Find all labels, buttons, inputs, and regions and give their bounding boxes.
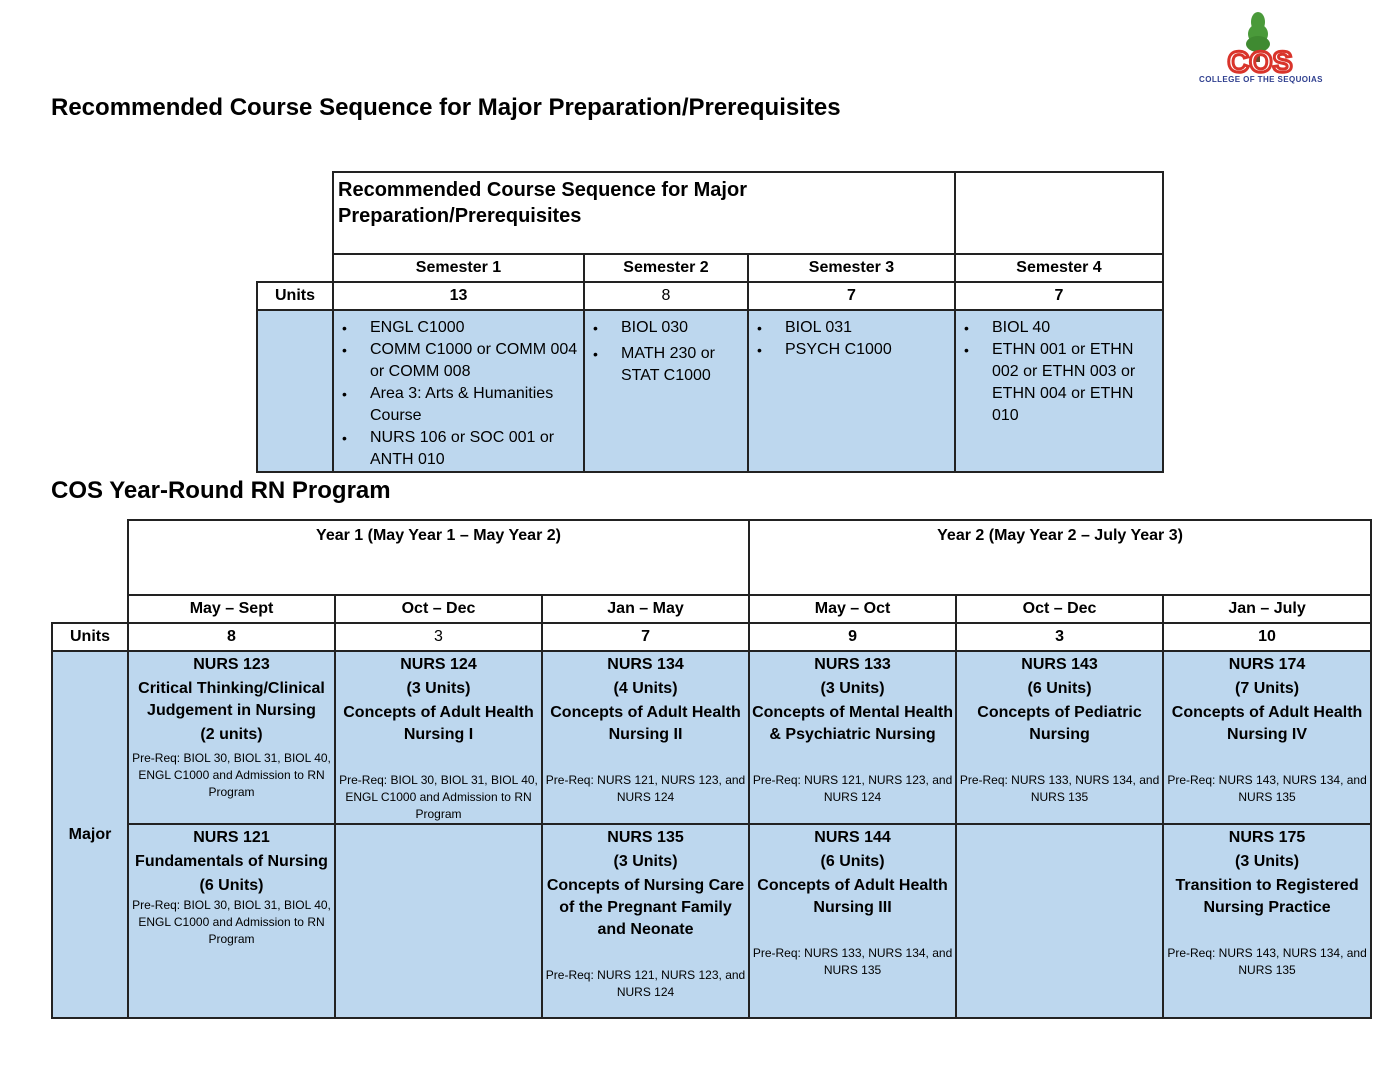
- prep-table-header: Recommended Course Sequence for Major Preparation/Prerequisites: [333, 172, 955, 254]
- term-header: May – Oct: [749, 595, 956, 623]
- course-cell: [128, 824, 335, 1018]
- course-code: NURS 124: [400, 656, 477, 673]
- course-units: (4 Units): [613, 680, 678, 697]
- course-code: NURS 123: [193, 656, 270, 673]
- course-prereq: Pre-Req: NURS 143, NURS 134, and NURS 135: [1167, 946, 1367, 977]
- course-item: • COMM C1000 or COMM 004 or COMM 008: [370, 339, 583, 383]
- term-header: Oct – Dec: [335, 595, 542, 623]
- course-units: (6 Units): [199, 877, 264, 894]
- course-code: NURS 175: [1228, 829, 1306, 846]
- semester-header: Semester 3: [748, 254, 955, 282]
- major-row-label: Major: [52, 651, 128, 1018]
- semester-header: Semester 1: [333, 254, 584, 282]
- course-item: • ETHN 001 or ETHN 002 or ETHN 003 or ETHN 004 or ETHN 010: [992, 339, 1162, 427]
- program-table: [51, 519, 1372, 1019]
- course-units: (2 units): [200, 726, 263, 743]
- course-units: (6 Units): [820, 853, 885, 870]
- units-value: 3: [335, 623, 542, 651]
- term-header: May – Sept: [128, 595, 335, 623]
- logo-college-name: COLLEGE OF THE SEQUOIAS: [1199, 75, 1323, 84]
- course-item: • MATH 230 or STAT C1000: [621, 343, 747, 387]
- cos-logo: [1186, 10, 1336, 90]
- course-item: • ENGL C1000: [370, 317, 583, 339]
- course-prereq: Pre-Req: NURS 133, NURS 134, and NURS 135: [959, 773, 1160, 804]
- page-title: Recommended Course Sequence for Major Preparation/Prerequisites: [51, 94, 841, 121]
- course-units: (3 Units): [1235, 853, 1300, 870]
- units-value: 13: [333, 282, 584, 310]
- course-prereq: Pre-Req: BIOL 30, BIOL 31, BIOL 40, ENGL C1000 and Admission to RN Program: [132, 898, 331, 946]
- semester-courses: [333, 310, 584, 472]
- course-item: • PSYCH C1000: [785, 339, 954, 361]
- course-title: Fundamentals of Nursing: [135, 853, 328, 870]
- course-code: NURS 174: [1228, 656, 1306, 673]
- course-code: NURS 121: [193, 829, 270, 846]
- course-item: • BIOL 030: [621, 317, 747, 339]
- units-value: 8: [584, 282, 748, 310]
- empty-course-cell: [956, 824, 1163, 1018]
- course-prereq: Pre-Req: BIOL 30, BIOL 31, BIOL 40, ENGL C1000 and Admission to RN Program: [339, 773, 538, 821]
- course-title: Concepts of Mental Health & Psychiatric Nursing: [752, 704, 953, 743]
- units-value: 10: [1163, 623, 1371, 651]
- course-item: • Area 3: Arts & Humanities Course: [370, 383, 583, 427]
- year-header: Year 1 (May Year 1 – May Year 2): [128, 520, 749, 595]
- course-code: NURS 144: [814, 829, 891, 846]
- units-value: 3: [956, 623, 1163, 651]
- course-item: • BIOL 031: [785, 317, 954, 339]
- course-prereq: Pre-Req: BIOL 30, BIOL 31, BIOL 40, ENGL C1000 and Admission to RN Program: [132, 751, 331, 799]
- course-title: Concepts of Adult Health Nursing II: [550, 704, 741, 743]
- units-value: 8: [128, 623, 335, 651]
- prep-table: [256, 171, 1164, 473]
- course-code: NURS 134: [607, 656, 684, 673]
- units-label: Units: [52, 623, 128, 651]
- course-prereq: Pre-Req: NURS 121, NURS 123, and NURS 124: [752, 773, 953, 804]
- course-code: NURS 133: [814, 656, 891, 673]
- course-title: Critical Thinking/Clinical Judgement in Nursing: [138, 680, 325, 719]
- course-item: • BIOL 40: [992, 317, 1162, 339]
- course-prereq: Pre-Req: NURS 121, NURS 123, and NURS 124: [545, 968, 746, 999]
- course-units: (3 Units): [613, 853, 678, 870]
- course-cell: [542, 824, 749, 1018]
- course-title: Concepts of Nursing Care of the Pregnant Family and Neonate: [546, 877, 745, 938]
- program-title: COS Year-Round RN Program: [51, 477, 391, 504]
- units-value: 9: [749, 623, 956, 651]
- semester-courses: [584, 310, 748, 472]
- course-item: • NURS 106 or SOC 001 or ANTH 010: [370, 427, 583, 471]
- semester-courses: [748, 310, 955, 472]
- tree-icon: [1186, 10, 1336, 76]
- course-title: Transition to Registered Nursing Practice: [1175, 877, 1359, 916]
- course-cell: [1163, 824, 1371, 1018]
- course-cell: [1163, 651, 1371, 824]
- units-label: Units: [257, 282, 333, 310]
- course-cell: [956, 651, 1163, 824]
- semester-courses: [955, 310, 1163, 472]
- semester-header: Semester 4: [955, 254, 1163, 282]
- course-units: (6 Units): [1027, 680, 1092, 697]
- course-units: (3 Units): [820, 680, 885, 697]
- course-cell: [749, 824, 956, 1018]
- course-units: (7 Units): [1235, 680, 1300, 697]
- term-header: Jan – May: [542, 595, 749, 623]
- empty-course-cell: [335, 824, 542, 1018]
- course-prereq: Pre-Req: NURS 133, NURS 134, and NURS 135: [752, 946, 953, 977]
- units-value: 7: [542, 623, 749, 651]
- course-code: NURS 143: [1021, 656, 1098, 673]
- course-cell: [749, 651, 956, 824]
- course-cell: [128, 651, 335, 824]
- course-title: Concepts of Adult Health Nursing I: [343, 704, 534, 743]
- course-units: (3 Units): [406, 680, 471, 697]
- course-title: Concepts of Adult Health Nursing III: [757, 877, 948, 916]
- year-header: Year 2 (May Year 2 – July Year 3): [749, 520, 1371, 595]
- course-prereq: Pre-Req: NURS 121, NURS 123, and NURS 124: [545, 773, 746, 804]
- course-code: NURS 135: [607, 829, 684, 846]
- term-header: Oct – Dec: [956, 595, 1163, 623]
- course-cell: [335, 651, 542, 824]
- semester-header: Semester 2: [584, 254, 748, 282]
- course-prereq: Pre-Req: NURS 143, NURS 134, and NURS 135: [1167, 773, 1367, 804]
- course-cell: [542, 651, 749, 824]
- course-title: Concepts of Adult Health Nursing IV: [1171, 704, 1363, 743]
- term-header: Jan – July: [1163, 595, 1371, 623]
- units-value: 7: [748, 282, 955, 310]
- units-value: 7: [955, 282, 1163, 310]
- svg-text:COS: COS: [1227, 46, 1293, 76]
- course-title: Concepts of Pediatric Nursing: [977, 704, 1142, 743]
